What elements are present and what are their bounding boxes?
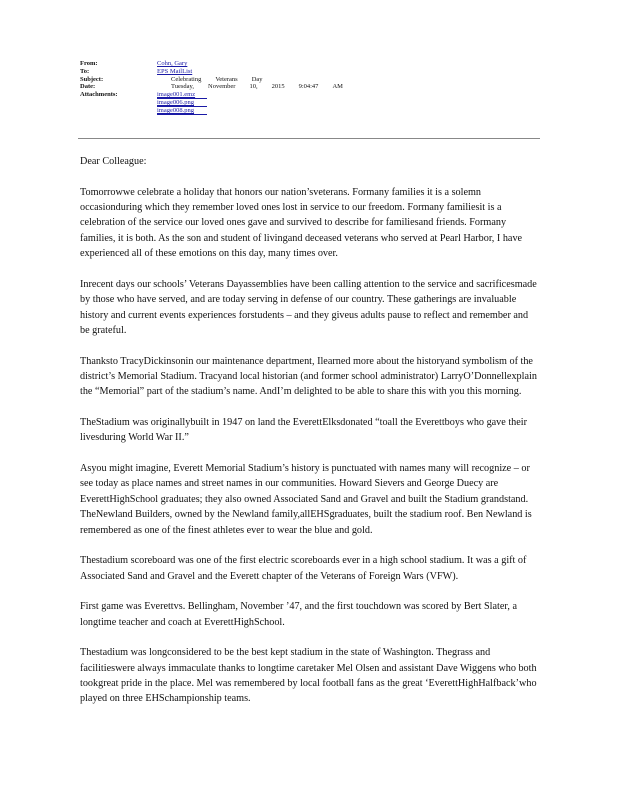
date-word: Tuesday, [171,83,194,91]
from-label: From: [80,60,98,67]
to-label: To: [80,67,90,75]
subject-label: Subject: [80,75,104,83]
from-link[interactable]: Cohn, Gary [157,60,188,67]
attachment-link[interactable]: image001.emz [157,91,207,99]
subject-word: Veterans [215,75,238,83]
paragraph: Inrecent days our schools’ Veterans Dayassemblies have been calling attention to the service and sacrificesmade by those who have served, and are today serving in defense of our country. These gatherings are invaluable history and current events experiences forstudents – and they giveus adults pause to reflect and remember and be grateful. [80,278,537,337]
paragraph: Thanksto TracyDickinsonin our maintenance department, Ilearned more about the historyand symbolism of the district’s Memorial Stadium. Tracyand local historian (and former school administrator) LarryO’Donnellexplain the “Memorial” part of the stadium’s name. AndI’m delighted to be able to share this with you this morning. [80,355,537,398]
date-label: Date: [80,83,96,91]
subject-word: Celebrating [171,75,202,83]
to-row [80,68,540,76]
paragraph: TheNewland Builders, owned by the Newland family,allEHSgraduates, built the stadium roof. Ben Newland is remembered as one of the finest athletes ever to wear the blue and gold. [80,509,532,536]
date-word: AM [332,83,343,91]
paragraph: TheStadium was originallybuilt in 1947 on land the EverettElksdonated “toall the Everettboys who gave their livesduring World War II.” [80,417,528,444]
attachment-link[interactable]: image008.png [157,107,207,115]
paragraph: First game was Everettvs. Bellingham, November ’47, and the first touchdown was scored by Bert Slater, a longtime teacher and coach at EverettHighSchool. [80,601,517,628]
date-row [80,83,540,91]
date-word: 9:04:47 [298,83,319,91]
email-header [80,60,540,115]
from-row [80,60,540,68]
date-word: 10, [249,83,258,91]
to-link[interactable]: EPS MailList [157,67,193,75]
letter-body [80,154,540,722]
attachments-row [80,91,540,115]
header-divider [78,138,540,139]
greeting: Dear Colleague: [80,156,147,167]
paragraph: Asyou might imagine, Everett Memorial Stadium’s history is punctuated with names many will recognize – or see today as place names and street names in our communities. Howard Sievers and George Duecy are EverettHighSchool graduates; they also owned Associated Sand and Gravel and built the Stadium grandstand. [80,463,530,505]
paragraph: Thestadium was longconsidered to be the best kept stadium in the state of Washington. Thegrass and facilitieswere always immaculate thanks to longtime caretaker Mel Olsen and assistant Dave Wiggens who both tookgreat pride in the place. Mel was remembered by local football fans as the great ‘EverettHighHalfback’who played on three EHSchampionship teams. [80,647,537,705]
subject-row [80,76,540,84]
date-word: November [208,83,236,91]
date-word: 2015 [271,83,285,91]
paragraph: Tomorrowwe celebrate a holiday that honors our nation’sveterans. Formany families it is a solemn occasionduring which they remember loved ones lost in service to our freedom. Formany familiesit is a celebration of the service our loved ones gave and survived to describe for familiesand friends. Formany families, it is both. As the son and student of livingand deceased veterans who served at Pearl Harbor, I have experienced all of these emotions on this day, many times over. [80,186,523,260]
attachment-link[interactable]: image006.png [157,99,207,107]
paragraph: Thestadium scoreboard was one of the first electric scoreboards ever in a high school stadium. It was a gift of Associated Sand and Gravel and the Everett chapter of the Veterans of Foreign Wars (VFW). [80,555,527,582]
attachments-label: Attachments: [80,91,118,99]
attachments-list [157,91,207,115]
subject-word: Day [251,75,263,83]
